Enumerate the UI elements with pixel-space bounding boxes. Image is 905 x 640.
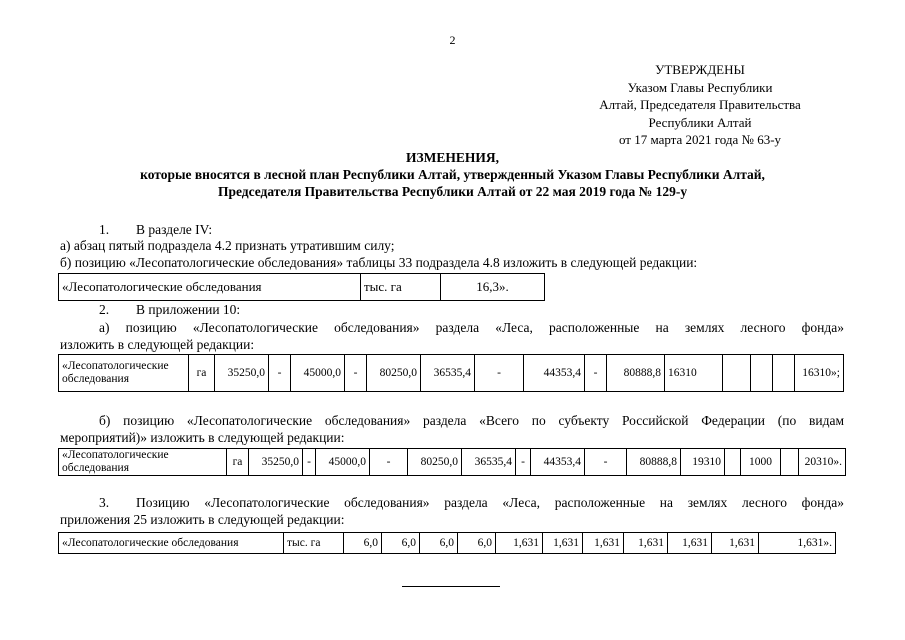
table-cell: га [227,449,249,476]
paragraph: изложить в следующей редакции: [60,337,255,352]
table-cell [773,355,795,392]
table-cell: 20310». [799,449,846,476]
table-cell: - [585,449,627,476]
table-cell: «Лесопатологические обследования [59,355,189,392]
table-cell: 1,631 [543,533,583,554]
paragraph: б) позицию «Лесопатологические обследования» раздела «Всего по субъекту Российской Федерации (по видам [99,413,844,428]
table-cell [725,449,741,476]
document-subtitle: Председателя Правительства Республики Алтай от 22 мая 2019 года № 129-у [217,184,688,199]
table-cell: 45000,0 [291,355,345,392]
table-cell: 6,0 [344,533,382,554]
forest-table-3 [58,448,846,476]
table-cell: 1,631 [496,533,543,554]
table-row [59,274,545,301]
table-cell: 19310 [681,449,725,476]
table-cell: 16310»; [795,355,844,392]
document-title: ИЗМЕНЕНИЯ, [405,150,499,165]
table-cell: 1000 [741,449,781,476]
table-cell: 16,3». [441,274,545,301]
table-cell: 6,0 [382,533,420,554]
table-cell: 1,631». [759,533,836,554]
table-cell: 80888,8 [607,355,665,392]
table-cell: - [585,355,607,392]
table-cell: 6,0 [458,533,496,554]
paragraph: мероприятий)» изложить в следующей редакции: [60,430,345,445]
table-cell: «Лесопатологические обследования [59,274,361,301]
paragraph: б) позицию «Лесопатологические обследования» таблицы 33 подраздела 4.8 изложить в следующей редакции: [60,255,698,270]
forest-table-1 [58,273,545,301]
table-cell: 80250,0 [408,449,462,476]
paragraph: а) абзац пятый подраздела 4.2 признать утратившим силу; [60,238,395,253]
table-cell: 35250,0 [215,355,269,392]
table-row [59,355,844,392]
forest-table-2 [58,354,844,392]
table-cell [781,449,799,476]
table-cell: 45000,0 [316,449,370,476]
table-cell: 1,631 [583,533,624,554]
approval-line: Алтай, Председателя Правительства [599,97,801,112]
section-number: 3. [99,495,110,510]
section-number: 1. [99,222,110,237]
table-cell: 16310 [665,355,723,392]
table-cell: га [189,355,215,392]
approval-line: Указом Главы Республики [627,79,773,95]
table-cell: 36535,4 [462,449,516,476]
paragraph: Позицию «Лесопатологические обследования» раздела «Леса, расположенные на землях лесного фонда» [136,495,844,510]
section-heading: В приложении 10: [136,302,241,317]
table-cell: «Лесопатологические обследования [59,449,227,476]
page-number: 2 [449,33,456,47]
paragraph: а) позицию «Лесопатологические обследования» раздела «Леса, расположенные на землях лесного фонда» [99,320,844,335]
table-cell: - [269,355,291,392]
table-cell: тыс. га [284,533,344,554]
table-cell: 1,631 [668,533,712,554]
table-cell: 44353,4 [524,355,585,392]
table-cell: 80888,8 [627,449,681,476]
table-row [59,449,846,476]
table-cell: 6,0 [420,533,458,554]
table-cell: - [370,449,408,476]
table-cell: 1,631 [624,533,668,554]
table-cell: - [345,355,367,392]
table-cell [723,355,751,392]
approval-date: от 17 марта 2021 года № 63-у [618,132,782,147]
approval-line: Республики Алтай [648,114,752,130]
table-cell: 1,631 [712,533,759,554]
paragraph: приложения 25 изложить в следующей редакции: [60,512,345,527]
table-cell: «Лесопатологические обследования [59,533,284,554]
forest-table-4 [58,532,836,554]
table-cell: - [516,449,531,476]
footer-divider [402,586,500,587]
table-cell: 35250,0 [249,449,303,476]
table-cell: - [303,449,316,476]
table-cell: 80250,0 [367,355,421,392]
document-subtitle: которые вносятся в лесной план Республики Алтай, утвержденный Указом Главы Республики Алтай, [140,167,765,182]
section-number: 2. [99,302,110,317]
table-cell: 44353,4 [531,449,585,476]
table-row [59,533,836,554]
table-cell: - [475,355,524,392]
table-cell: 36535,4 [421,355,475,392]
section-heading: В разделе IV: [136,222,213,237]
table-cell: тыс. га [361,274,441,301]
approval-heading: УТВЕРЖДЕНЫ [655,62,745,77]
table-cell [751,355,773,392]
